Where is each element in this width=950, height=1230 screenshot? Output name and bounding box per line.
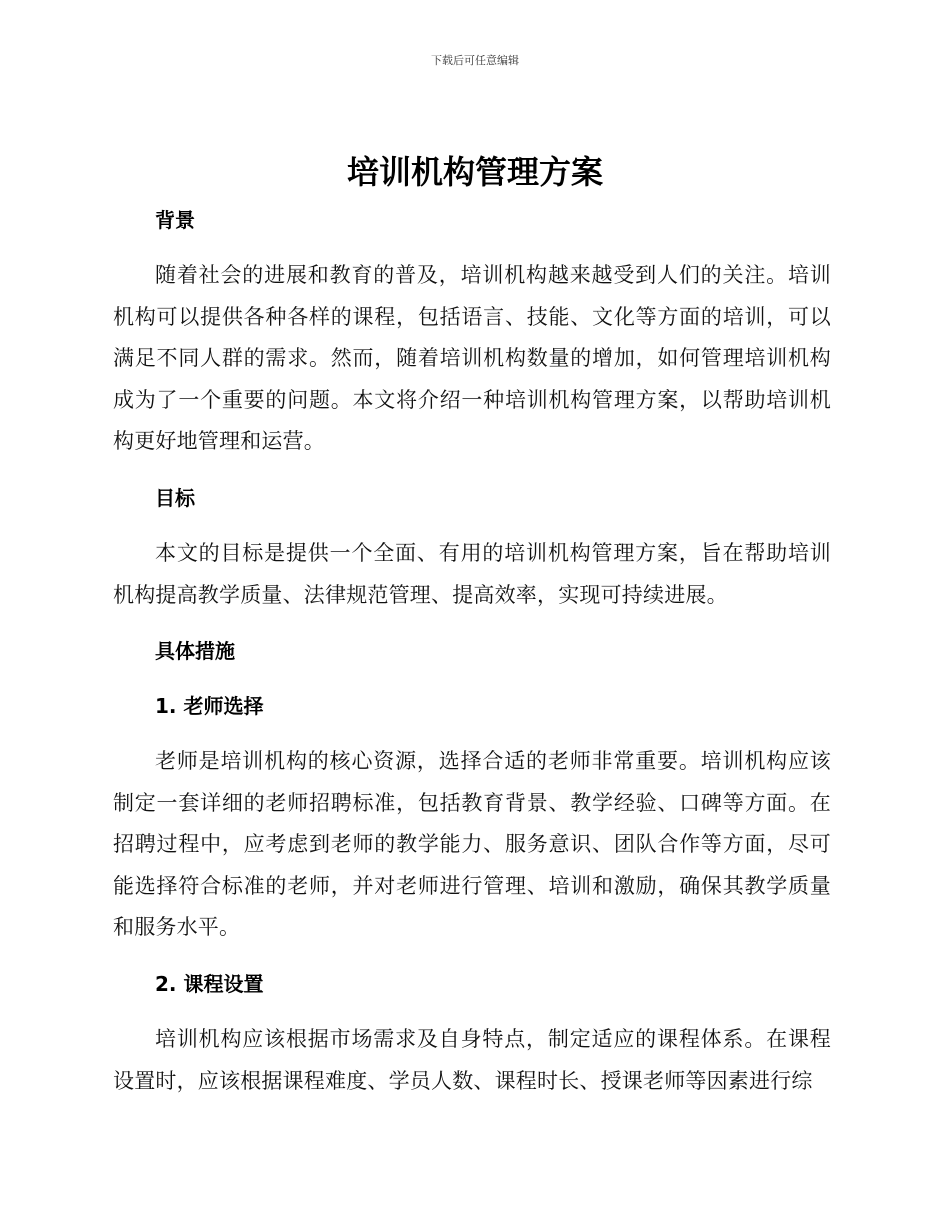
section-heading-goal: 目标 xyxy=(155,486,195,510)
section-paragraph-course-setup: 培训机构应该根据市场需求及自身特点，制定适应的课程体系。在课程设置时，应该根据课程难度、学员人数、课程时长、授课老师等因素进行综 xyxy=(113,1027,831,1093)
section-heading-background: 背景 xyxy=(155,208,195,232)
section-background-body xyxy=(113,255,831,463)
section-measures-heading-wrap xyxy=(113,637,831,665)
section-teacher-body xyxy=(113,741,831,949)
section-paragraph-background: 随着社会的进展和教育的普及，培训机构越来越受到人们的关注。培训机构可以提供各种各样的课程，包括语言、技能、文化等方面的培训，可以满足不同人群的需求。然而，随着培训机构数量的增加，如何管理培训机构成为了一个重要的问题。本文将介绍一种培训机构管理方案，以帮助培训机构更好地管理和运营。 xyxy=(113,263,831,453)
section-course-body xyxy=(113,1019,831,1102)
section-goal-heading-wrap xyxy=(113,484,831,512)
section-heading-measures: 具体措施 xyxy=(155,639,235,663)
section-heading-course-setup: 2. 课程设置 xyxy=(155,972,264,996)
document-title: 培训机构管理方案 xyxy=(346,153,603,191)
section-teacher-heading-wrap xyxy=(113,692,831,720)
section-course-heading-wrap xyxy=(113,970,831,998)
section-paragraph-goal: 本文的目标是提供一个全面、有用的培训机构管理方案，旨在帮助培训机构提高教学质量、法律规范管理、提高效率，实现可持续进展。 xyxy=(113,541,831,607)
section-paragraph-teacher-selection: 老师是培训机构的核心资源，选择合适的老师非常重要。培训机构应该制定一套详细的老师招聘标准，包括教育背景、教学经验、口碑等方面。在招聘过程中，应考虑到老师的教学能力、服务意识、团队合作等方面，尽可能选择符合标准的老师，并对老师进行管理、培训和激励，确保其教学质量和服务水平。 xyxy=(113,749,831,939)
section-background-heading-wrap xyxy=(113,206,831,234)
section-goal-body xyxy=(113,533,831,616)
section-heading-teacher-selection: 1. 老师选择 xyxy=(155,694,264,718)
page-header-note: 下载后可任意编辑 xyxy=(431,54,519,67)
